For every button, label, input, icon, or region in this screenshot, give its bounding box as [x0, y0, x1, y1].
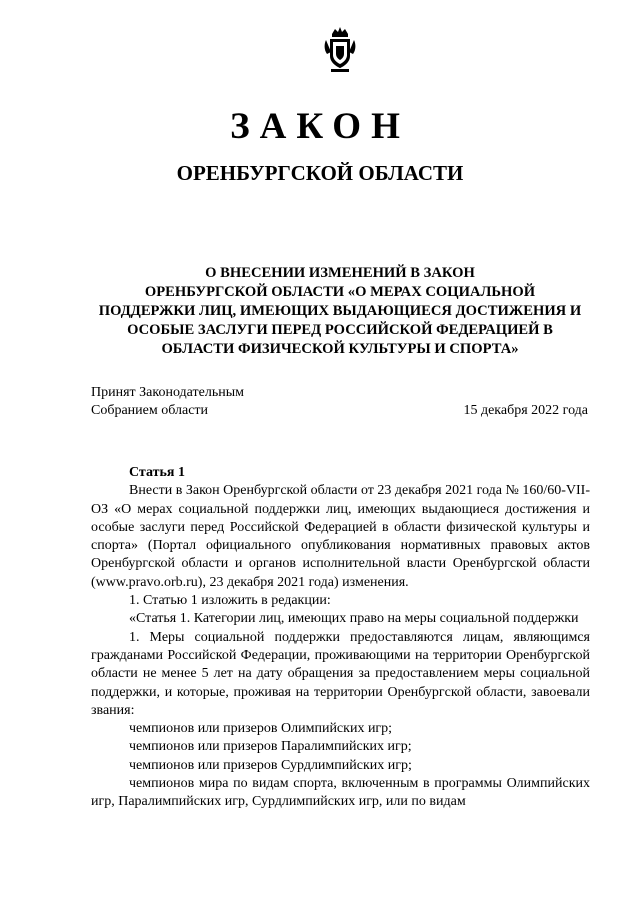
paragraph: чемпионов или призеров Паралимпийских игр;	[129, 739, 412, 755]
adoption-line: Собранием области	[91, 403, 209, 418]
adoption-date: 15 декабря 2022 года	[463, 403, 588, 418]
coat-of-arms-icon	[322, 26, 358, 74]
paragraph: Внести в Закон Оренбургской области от 23 декабря 2021 года № 160/60-VII-ОЗ «О мерах социальной поддержки лиц, имеющих выдающиеся достижения и особые заслуги перед Российской Федерацией в области физической культуры и спорта» (Портал официального опубликования нормативных правовых актов Оренбургской области и органов исполнительной власти Оренбургской области (www.pravo.orb.ru), 23 декабря 2021 года) изменения.	[91, 483, 590, 590]
paragraph: чемпионов мира по видам спорта, включенным в программы Олимпийских игр, Паралимпийских игр, Сурдлимпийских игр, или по видам	[91, 776, 590, 810]
paragraph: 1. Меры социальной поддержки предоставляются лицам, являющимся гражданами Российской Федерации, проживающими на территории Оренбургской области не менее 5 лет на дату обращения за предоставлением меры социальной поддержки, и которые, проживая на территории Оренбургской области, завоевали звания:	[91, 629, 590, 718]
law-heading	[88, 264, 592, 359]
heading-line: ПОДДЕРЖКИ ЛИЦ, ИМЕЮЩИХ ВЫДАЮЩИЕСЯ ДОСТИЖЕНИЯ И	[98, 303, 582, 319]
article-title: Статья 1	[129, 465, 185, 480]
heading-line: ОБЛАСТИ ФИЗИЧЕСКОЙ КУЛЬТУРЫ И СПОРТА»	[161, 341, 519, 357]
paragraph: чемпионов или призеров Сурдлимпийских игр;	[129, 757, 412, 773]
paragraph: «Статья 1. Категории лиц, имеющих право на меры социальной поддержки	[129, 611, 579, 627]
paragraph: 1. Статью 1 изложить в редакции:	[129, 593, 331, 609]
law-title: ЗАКОН	[230, 106, 410, 147]
law-body	[91, 464, 590, 812]
adoption-line: Принят Законодательным	[91, 385, 244, 400]
region-name: ОРЕНБУРГСКОЙ ОБЛАСТИ	[176, 161, 464, 185]
heading-line: О ВНЕСЕНИИ ИЗМЕНЕНИЙ В ЗАКОН	[205, 265, 475, 281]
heading-line: ОСОБЫЕ ЗАСЛУГИ ПЕРЕД РОССИЙСКОЙ ФЕДЕРАЦИЕЙ В	[127, 322, 553, 338]
paragraph: чемпионов или призеров Олимпийских игр;	[129, 721, 393, 737]
heading-line: ОРЕНБУРГСКОЙ ОБЛАСТИ «О МЕРАХ СОЦИАЛЬНОЙ	[144, 284, 536, 300]
